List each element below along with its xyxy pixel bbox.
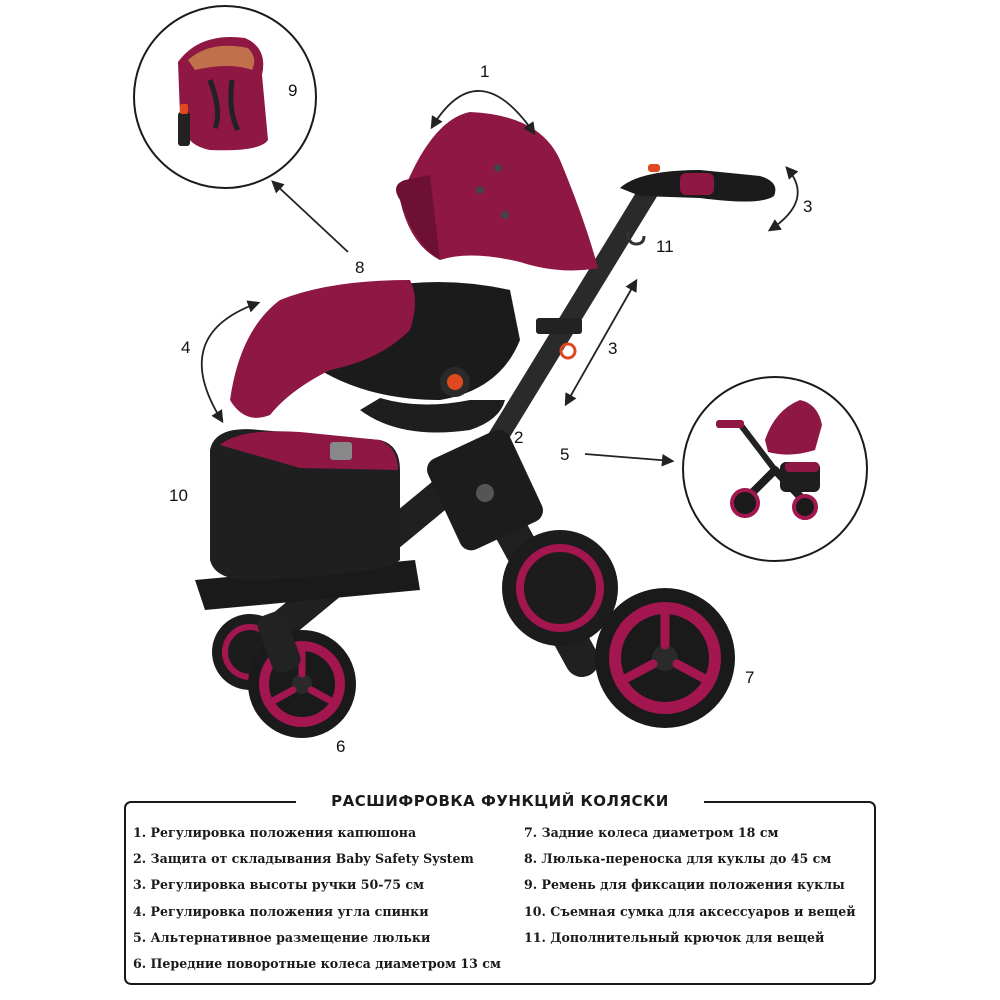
callout-6: 6 bbox=[336, 737, 346, 756]
callout-2: 2 bbox=[514, 428, 524, 447]
arrow-5 bbox=[585, 454, 672, 461]
arrow-3-handle bbox=[770, 168, 798, 230]
legend-item: 10. Съемная сумка для аксессуаров и вещей bbox=[524, 903, 856, 919]
callout-9: 9 bbox=[288, 81, 298, 100]
legend-item: 2. Защита от складывания Baby Safety System bbox=[133, 851, 474, 867]
rear-wheel-back bbox=[502, 530, 618, 646]
legend-item: 5. Альтернативное размещение люльки bbox=[133, 929, 431, 945]
accessory-bag bbox=[210, 429, 400, 580]
callout-7: 7 bbox=[745, 668, 755, 687]
legend-item: 4. Регулировка положения угла спинки bbox=[133, 903, 429, 919]
legend-item: 7. Задние колеса диаметром 18 см bbox=[524, 825, 779, 840]
callout-4: 4 bbox=[181, 338, 191, 357]
callout-5: 5 bbox=[560, 445, 570, 464]
callout-1: 1 bbox=[480, 62, 490, 81]
legend-item: 6. Передние поворотные колеса диаметром 13 см bbox=[133, 956, 501, 972]
stroller-photo bbox=[195, 112, 775, 738]
arrow-8 bbox=[273, 182, 348, 252]
callout-3-mid: 3 bbox=[608, 339, 618, 358]
legend-title: РАСШИФРОВКА ФУНКЦИЙ КОЛЯСКИ bbox=[296, 790, 704, 812]
callout-10: 10 bbox=[169, 486, 188, 505]
legend-item: 11. Дополнительный крючок для вещей bbox=[524, 929, 825, 945]
legend-item: 3. Регулировка высоты ручки 50-75 см bbox=[133, 877, 425, 893]
legend-item: 9. Ремень для фиксации положения куклы bbox=[524, 877, 845, 893]
alternate-position-photo bbox=[683, 377, 867, 561]
callout-11: 11 bbox=[656, 237, 674, 256]
rear-wheel-front bbox=[595, 588, 735, 728]
callout-3-handle: 3 bbox=[803, 197, 813, 216]
legend-item: 8. Люлька-переноска для куклы до 45 см bbox=[524, 851, 832, 867]
legend-right-column bbox=[524, 820, 856, 951]
legend-item: 1. Регулировка положения капюшона bbox=[133, 825, 417, 840]
legend-left-column bbox=[133, 820, 501, 977]
callout-8: 8 bbox=[355, 258, 365, 277]
